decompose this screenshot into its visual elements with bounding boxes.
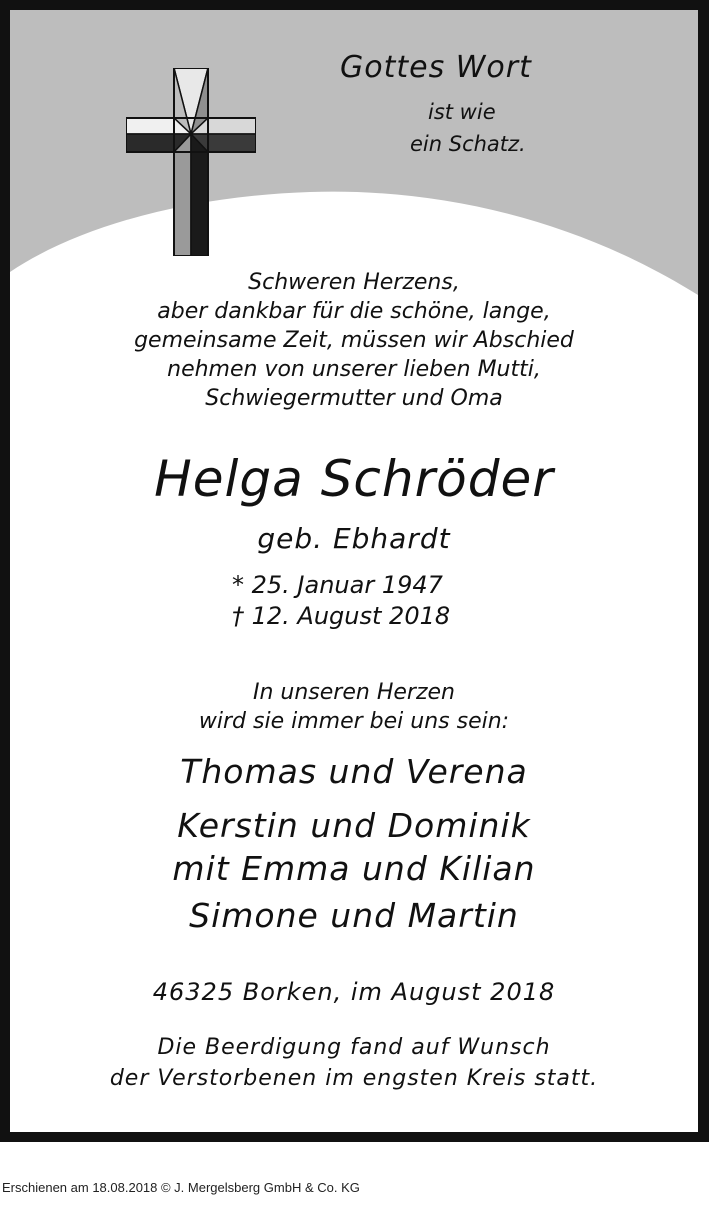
quote-line-3: ein Schatz. xyxy=(410,132,526,156)
quote-line-2: ist wie xyxy=(428,100,496,124)
burial-note xyxy=(10,1032,698,1094)
place-date: 46325 Borken, im August 2018 xyxy=(152,978,556,1006)
burial-line: der Verstorbenen im engsten Kreis statt. xyxy=(109,1066,599,1091)
intro-line: Schwiegermutter und Oma xyxy=(205,386,503,411)
burial-line: Die Beerdigung fand auf Wunsch xyxy=(157,1035,551,1060)
cross-icon xyxy=(126,68,256,256)
intro-line: nehmen von unserer lieben Mutti, xyxy=(167,357,541,382)
family-line-4: Simone und Martin xyxy=(189,896,519,935)
family-line-2: Kerstin und Dominik xyxy=(177,806,531,845)
notice-body xyxy=(10,10,698,1132)
intro-line: aber dankbar für die schöne, lange, xyxy=(157,299,551,324)
birth-date: * 25. Januar 1947 xyxy=(232,571,443,599)
intro-line: Schweren Herzens, xyxy=(248,270,460,295)
intro-line: gemeinsame Zeit, müssen wir Abschied xyxy=(134,328,574,353)
family-line-3: mit Emma und Kilian xyxy=(172,849,536,888)
death-date: † 12. August 2018 xyxy=(232,602,451,630)
publication-footer: Erschienen am 18.08.2018 © J. Mergelsberg GmbH & Co. KG xyxy=(2,1180,360,1195)
hearts-text xyxy=(10,678,698,736)
quote-line-1: Gottes Wort xyxy=(340,50,532,85)
hearts-line: In unseren Herzen xyxy=(253,680,455,705)
intro-text xyxy=(10,268,698,413)
family-group-2 xyxy=(10,804,698,890)
family-line-1: Thomas und Verena xyxy=(180,752,528,791)
deceased-name: Helga Schröder xyxy=(154,450,554,508)
life-dates xyxy=(232,570,450,632)
maiden-name: geb. Ebhardt xyxy=(257,522,451,555)
hearts-line: wird sie immer bei uns sein: xyxy=(198,709,510,734)
